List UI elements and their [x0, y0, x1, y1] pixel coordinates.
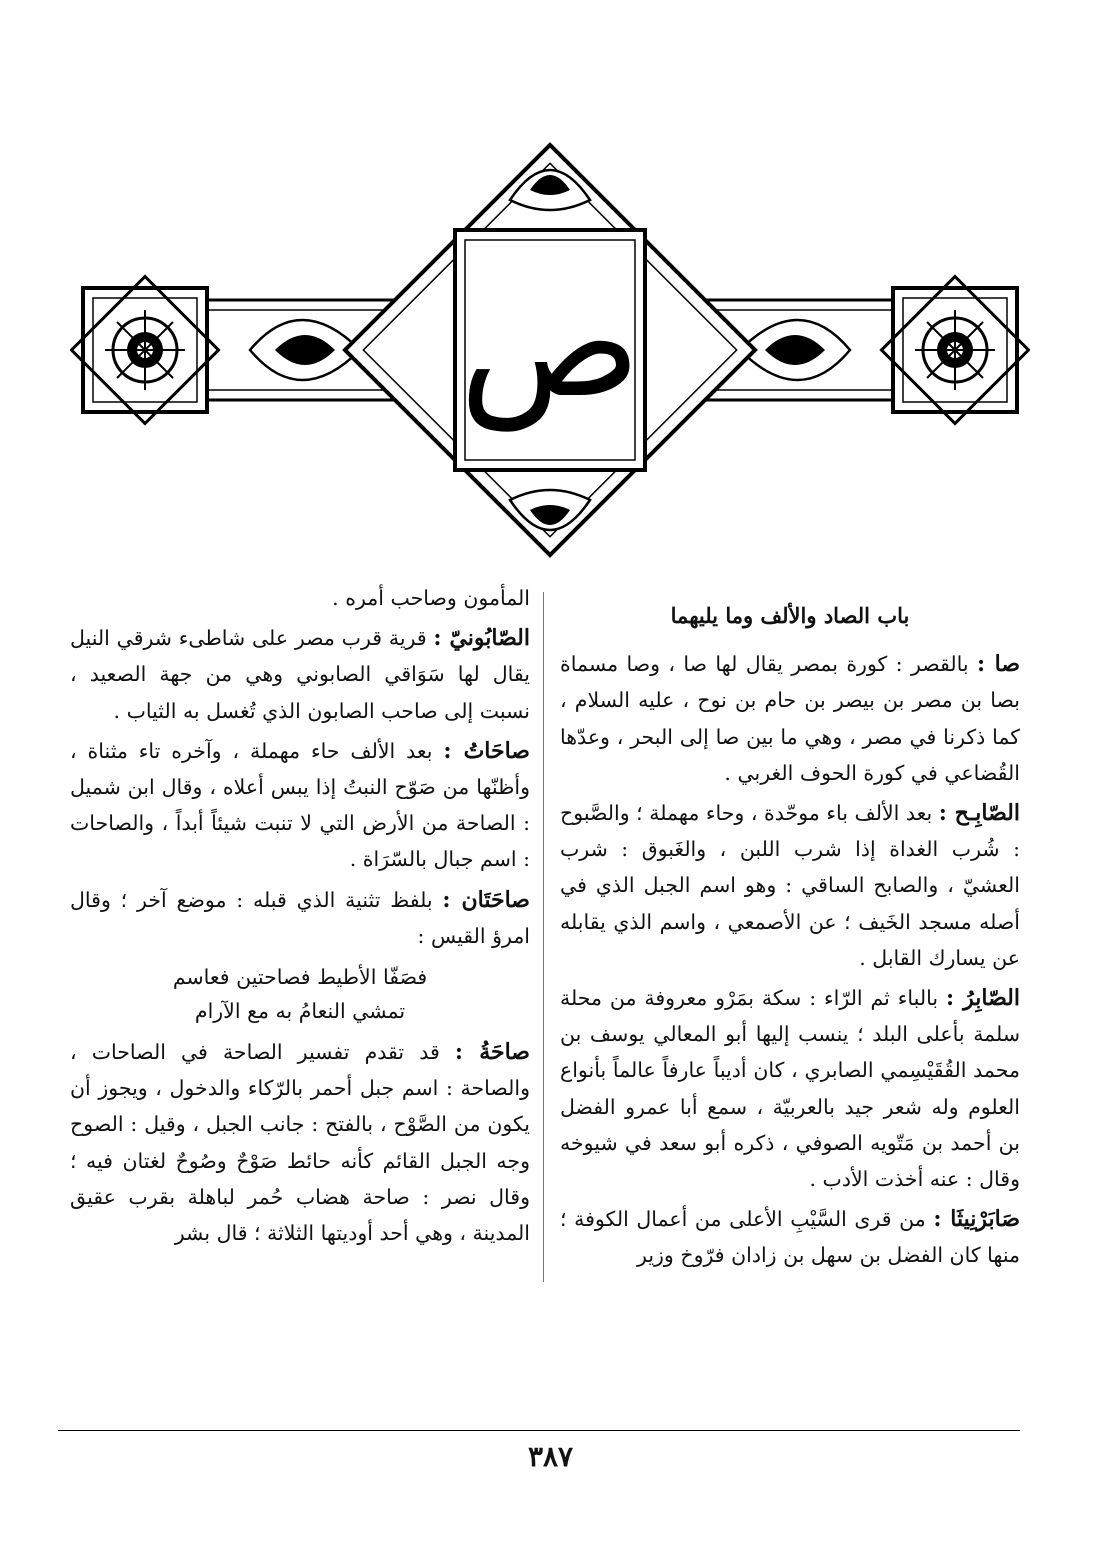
continuation-text: المأمون وصاحب أمره .: [332, 586, 530, 610]
entry-text: بالباء ثم الرّاء : سكة بمَرْو معروفة من محلة سلمة بأعلى البلد ؛ ينسب إليها أبو المعالي يوسف بن محمد القُقَيْسِمي الصابري ، كان أديباً عارفاً عالماً بأنواع العلوم وله شعر جيد بالعربيّة ، سمع أبا عمرو الفضل بن أحمد بن مَتّويه الصوفي ، ذكره أبو سعد في شيوخه وقال : عنه أخذت الأدب .: [560, 986, 1020, 1192]
entry-text: بالقصر : كورة بمصر يقال لها صا ، وصا مسماة بصا بن مصر بن بيصر بن حام بن نوح ، عليه السلام ، كما ذكرنا في مصر ، وهي ما بين صا إلى البحر ، وعدّها القُضاعي في كورة الحوف الغربي .: [560, 652, 1020, 785]
entry-sabuni: [70, 620, 530, 729]
entry-saha: [70, 1034, 530, 1251]
headword: صاحَتَان :: [442, 886, 530, 913]
entry-sabih: [560, 795, 1020, 976]
headword: صاحَاتُ :: [443, 737, 530, 764]
headword: صَابَرْنِيثَا :: [933, 1206, 1020, 1233]
entry-sahatan: [70, 882, 530, 954]
page-number: ٣٨٧: [527, 1440, 574, 1473]
headword: الصّابُونيّ :: [433, 625, 530, 652]
chapter-ornament: [70, 140, 1030, 560]
column-divider: [543, 592, 544, 1282]
entry-sabir: [560, 980, 1020, 1197]
headword: الصّابِـح :: [938, 800, 1020, 827]
chapter-letter: ص: [459, 257, 641, 431]
entry-text: قرية قرب مصر على شاطىء شرقي النيل يقال لها سَوَاقي الصابوني وهي من جهة الصعيد ، نسبت إلى صاحب الصابون الذي تُغسل به الثياب .: [70, 626, 530, 723]
entry-sahat: [70, 733, 530, 878]
entry-text: بعد الألف باء موحّدة ، وحاء مهملة ؛ والصَّبوح : شُرب الغداة إذا شرب اللبن ، والغَبوق : شرب العشيّ ، والصابح الساقي : وهو اسم الجبل الذي في أصله مسجد الخَيف ؛ عن الأصمعي ، واسم الذي يقابله عن يسارك القابل .: [560, 801, 1020, 970]
section-title: باب الصاد والألف وما يليهما: [670, 603, 910, 628]
footer-rule: [58, 1430, 1020, 1431]
entry-text: من قرى السَّيْبِ الأعلى من أعمال الكوفة ؛ منها كان الفضل بن سهل بن زادان فرّوخ وزير: [560, 1207, 1020, 1268]
entry-text: بلفظ تثنية الذي قبله : موضع آخر ؛ وقال امرؤ القيس :: [70, 887, 530, 948]
headword: الصّابِرُ :: [945, 985, 1020, 1012]
left-column: [70, 580, 530, 1300]
verse-line: فصَفّا الأطيط فصاحتين فعاسم: [172, 965, 428, 990]
entry-text: قد تقدم تفسير الصاحة في الصاحات ، والصاحة : اسم جبل أحمر بالرّكاء والدخول ، ويجوز أن يكون من الصَّوْح ، بالفتح : جانب الجبل ، وقيل : الصوح وجه الجبل القائم كأنه حائط صَوْحٌ وصُوحٌ لغتان فيه ؛ وقال نصر : صاحة هضاب حُمر لباهلة بقرب عقيق المدينة ، وهي أحد أوديتها الثلاثة ؛ قال بشر: [70, 1040, 530, 1246]
entry-sabarnitha: [560, 1201, 1020, 1273]
entry-text: بعد الألف حاء مهملة ، وآخره تاء مثناة ، وأظنّها من صَوّح النبتُ إذا يبس أعلاه ، وقال ابن شميل : الصاحة من الأرض التي لا تنبت شيئاً أبداً ، والصاحات : اسم جبال بالسّرَاة .: [70, 738, 530, 872]
poem-verse: [70, 960, 530, 1028]
verse-line: تمشي النعامُ به مع الآرام: [194, 999, 406, 1024]
right-column: [560, 580, 1020, 1300]
entry-sa: [560, 646, 1020, 791]
headword: صا :: [976, 651, 1020, 678]
headword: صاحَةُ :: [454, 1039, 530, 1066]
